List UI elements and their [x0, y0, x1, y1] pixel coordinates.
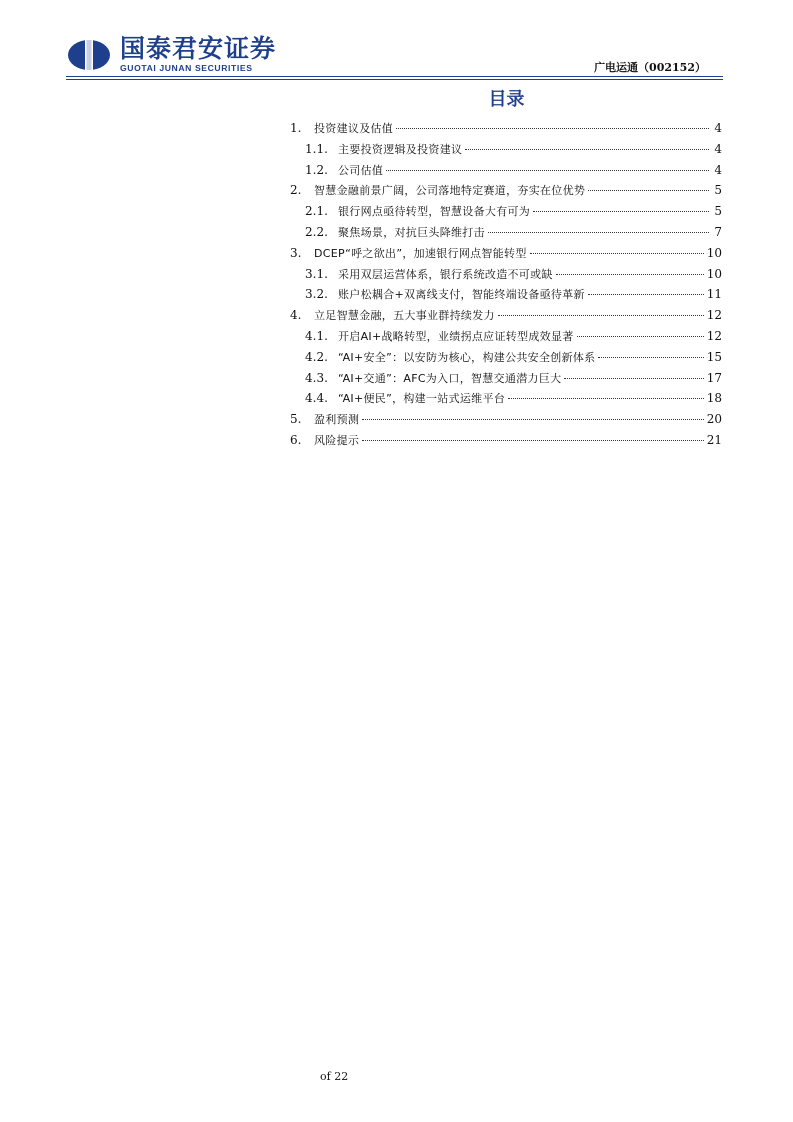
toc-entry-label: 聚焦场景，对抗巨头降维打击	[338, 225, 485, 239]
toc-entry-page: 4	[714, 121, 722, 135]
toc-entry-number: 4.4.	[305, 391, 328, 406]
logo-emblem-icon	[66, 38, 112, 72]
toc-entry-label: 投资建议及估值	[314, 122, 394, 135]
toc-leader-dots	[508, 398, 704, 399]
toc-entry[interactable]	[290, 370, 722, 391]
toc-entry-number: 4.2.	[305, 349, 328, 364]
toc-leader-dots	[386, 170, 709, 171]
toc-entry-number: 3.1.	[305, 266, 328, 281]
toc-entry-number: 4.3.	[305, 370, 328, 385]
toc-entry-number: 4.1.	[305, 328, 328, 343]
toc-entry-page: 4	[714, 162, 722, 177]
toc-leader-dots	[577, 336, 704, 337]
toc-leader-dots	[362, 440, 704, 441]
toc-entry[interactable]	[290, 141, 722, 162]
company-logo	[66, 36, 276, 73]
toc-entry[interactable]	[290, 411, 722, 432]
toc-entry-number: 2.2.	[305, 224, 328, 239]
stock-reference: 广电运通（002152）	[594, 61, 706, 74]
toc-leader-dots	[564, 378, 703, 379]
toc-leader-dots	[488, 232, 709, 233]
toc-entry-label: 开启AI+战略转型，业绩拐点应证转型成效显著	[338, 329, 574, 343]
toc-entry-page: 5	[714, 204, 722, 219]
toc-entry[interactable]	[290, 286, 722, 307]
toc-entry-label: DCEP“呼之欲出”，加速银行网点智能转型	[314, 246, 527, 260]
toc-title: 目录	[488, 89, 525, 110]
toc-entry-label: 公司估值	[338, 163, 384, 177]
toc-entry-label: 账户松耦合+双离线支付，智能终端设备亟待革新	[338, 288, 585, 302]
toc-entry-label: 风险提示	[314, 433, 360, 447]
toc-entry-page: 21	[706, 432, 722, 447]
toc-entry[interactable]	[290, 224, 722, 245]
toc-entry-label: 盈利预测	[314, 413, 360, 427]
toc-entry-label: 智慧金融前景广阔，公司落地特定赛道，夯实在位优势	[314, 184, 586, 198]
toc-entry-page: 12	[706, 308, 722, 323]
toc-leader-dots	[498, 315, 704, 316]
toc-entry-page: 11	[706, 287, 722, 302]
toc-entry[interactable]	[290, 390, 722, 411]
toc-entry-number: 4.	[290, 308, 302, 323]
toc-entry[interactable]	[290, 266, 722, 287]
toc-entry-label: 采用双层运营体系，银行系统改造不可或缺	[338, 267, 553, 281]
toc-entry-label: “AI+便民”，构建一站式运维平台	[338, 392, 506, 406]
toc-entry[interactable]	[290, 328, 722, 349]
toc-leader-dots	[588, 190, 709, 191]
toc-entry[interactable]	[290, 120, 722, 141]
toc-entry-number: 3.2.	[305, 287, 328, 302]
toc-entry-label: “AI+交通”：AFC为入口，智慧交通潜力巨大	[338, 371, 562, 385]
page-footer: of 22	[320, 1070, 349, 1083]
toc-entry[interactable]	[290, 432, 722, 453]
logo-chinese-name: 国泰君安证券	[120, 34, 277, 63]
toc-entry-page: 12	[706, 328, 722, 343]
toc-entry-number: 6.	[290, 432, 302, 447]
toc-leader-dots	[465, 149, 709, 150]
toc-leader-dots	[588, 294, 704, 295]
toc-entry-number: 1.2.	[305, 162, 328, 177]
toc-entry-page: 18	[706, 391, 722, 406]
logo-english-name: GUOTAI JUNAN SECURITIES	[120, 63, 253, 73]
toc-entry[interactable]	[290, 182, 722, 203]
toc-leader-dots	[598, 357, 703, 358]
toc-entry[interactable]	[290, 349, 722, 370]
toc-entry[interactable]	[290, 245, 722, 266]
toc-entry-page: 10	[706, 245, 722, 260]
header-divider-thin	[66, 79, 723, 80]
toc-entry[interactable]	[290, 162, 722, 183]
toc-entry[interactable]	[290, 203, 722, 224]
toc-leader-dots	[556, 274, 704, 275]
toc-entry-number: 5.	[290, 412, 302, 427]
toc-entry-page: 17	[706, 370, 722, 385]
header-divider	[66, 76, 723, 77]
toc-leader-dots	[533, 211, 709, 212]
toc-leader-dots	[396, 128, 709, 129]
toc-entry-label: 银行网点亟待转型，智慧设备大有可为	[338, 205, 531, 219]
toc-entry-page: 7	[714, 224, 722, 239]
toc-leader-dots	[362, 419, 704, 420]
toc-entry-number: 1.1.	[305, 141, 328, 156]
toc-entry-page: 20	[706, 412, 722, 427]
toc-entry-number: 1.	[290, 121, 302, 135]
toc-entry-number: 3.	[290, 245, 302, 260]
table-of-contents	[290, 120, 722, 453]
toc-entry-page: 5	[714, 183, 722, 198]
toc-entry-number: 2.	[290, 183, 302, 198]
toc-entry-page: 10	[706, 266, 722, 281]
toc-entry-number: 2.1.	[305, 204, 328, 219]
toc-entry-page: 15	[706, 349, 722, 364]
toc-leader-dots	[530, 253, 704, 254]
toc-entry-page: 4	[714, 141, 722, 156]
toc-entry-label: 立足智慧金融，五大事业群持续发力	[314, 309, 495, 323]
toc-entry-label: 主要投资逻辑及投资建议	[338, 142, 463, 156]
toc-entry-label: “AI+安全”：以安防为核心，构建公共安全创新体系	[338, 350, 596, 364]
toc-entry[interactable]	[290, 307, 722, 328]
